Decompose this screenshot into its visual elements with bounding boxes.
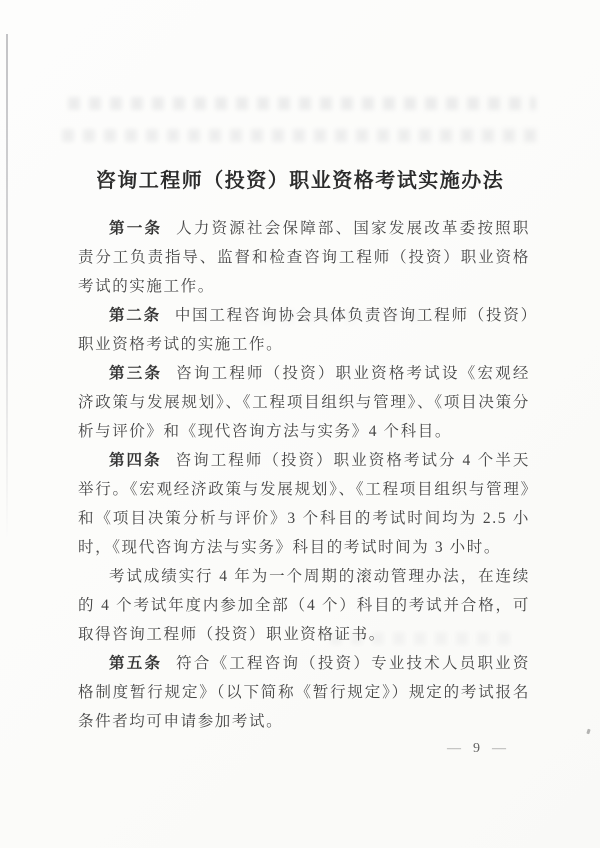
article-paragraph: [78, 446, 530, 562]
article-paragraph: [78, 301, 530, 359]
article-number: 第二条: [109, 307, 161, 324]
document-body: [78, 214, 530, 736]
article-paragraph: [78, 214, 530, 301]
article-number: 第三条: [109, 365, 163, 382]
bleed-through-artifact: [68, 97, 536, 110]
article-text: 符合《工程咨询（投资）专业技术人员职业资格制度暂行规定》（以下简称《暂行规定》）规定的考试报名条件者均可申请参加考试。: [78, 655, 530, 730]
article-text: 人力资源社会保障部、国家发展改革委按照职责分工负责指导、监督和检查咨询工程师（投资）职业资格考试的实施工作。: [78, 220, 530, 295]
article-number: 第四条: [109, 452, 162, 469]
scan-edge-line: [6, 34, 8, 539]
document-title: 咨询工程师（投资）职业资格考试实施办法: [95, 170, 505, 193]
article-paragraph: [78, 562, 530, 649]
bleed-through-artifact: [62, 129, 538, 142]
article-text: 咨询工程师（投资）职业资格考试分 4 个半天举行。《宏观经济政策与发展规划》、《工程项目组织与管理》和《项目决策分析与评价》3 个科目的考试时间均为 2.5 小时，《现代咨询方法与实务》科目的考试时间为 3 小时。: [78, 452, 530, 556]
article-paragraph: [78, 359, 530, 446]
article-paragraph: [78, 649, 530, 736]
article-text: 考试成绩实行 4 年为一个周期的滚动管理办法，在连续的 4 个考试年度内参加全部（4 个）科目的考试并合格，可取得咨询工程师（投资）职业资格证书。: [78, 568, 530, 643]
article-number: 第一条: [109, 220, 163, 237]
page-number-dash: —: [492, 741, 506, 756]
article-number: 第五条: [109, 655, 163, 672]
page-number-dash: —: [447, 741, 461, 756]
article-text: 中国工程咨询协会具体负责咨询工程师（投资）职业资格考试的实施工作。: [78, 307, 530, 353]
article-text: 咨询工程师（投资）职业资格考试设《宏观经济政策与发展规划》、《工程项目组织与管理》、《项目决策分析与评价》和《现代咨询方法与实务》4 个科目。: [78, 365, 530, 440]
scan-speck-artifact: [586, 729, 590, 735]
page-number-value: 9: [473, 741, 480, 756]
page-number: [447, 741, 506, 757]
